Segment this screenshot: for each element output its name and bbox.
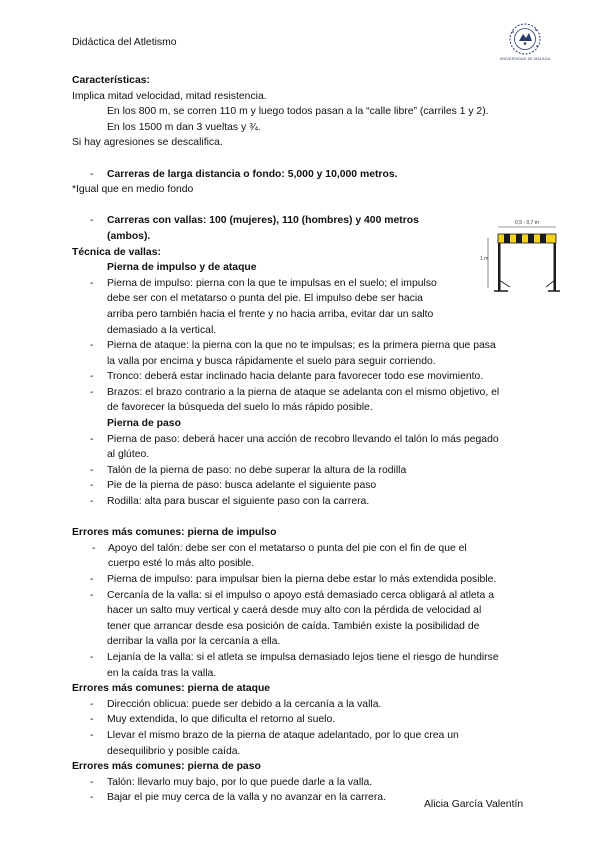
paso-subheading: Pierna de paso [107,418,181,430]
list-item [72,572,532,588]
bullet-dash: - [90,480,94,492]
list-item [72,369,532,385]
bullet-dash: - [90,589,94,601]
bullet-dash: - [90,277,94,289]
errores-impulso-heading: Errores más comunes: pierna de impulso [72,527,277,539]
larga-distancia-item [72,167,532,183]
tecnica-vallas-heading: Técnica de vallas: [72,246,161,258]
text-line: En los 1500 m dan 3 vueltas y ¾. [107,121,261,133]
bullet-dash: - [90,168,94,180]
vallas-heading-line: Carreras con vallas: 100 (mujeres), 110 (hombres) y 400 metros [107,215,419,227]
university-seal-icon [508,22,542,56]
text-line: *Igual que en medio fondo [72,184,194,196]
errores-ataque-heading: Errores más comunes: pierna de ataque [72,683,271,695]
list-item-line: Muy extendida, lo que dificulta el retorno al suelo. [107,714,336,726]
bullet-dash: - [90,496,94,508]
bullet-dash: - [90,651,94,663]
list-item-line: Cercanía de la valla: si el impulso o apoyo está demasiado cerca obligará al atleta a [107,589,494,601]
list-item-line: tener que arrancar desde esa posición de caída. También existe la posibilidad de [107,620,480,632]
bullet-dash: - [92,542,96,554]
list-item-line: cuerpo esté lo más alto posible. [108,558,255,570]
bullet-dash: - [90,340,94,352]
list-item [72,478,532,494]
list-item-line: la valla por encima y busca rápidamente el suelo para seguir corriendo. [107,355,436,367]
list-item [72,385,532,416]
errores-paso-heading: Errores más comunes: pierna de paso [72,761,261,773]
list-item-line: Apoyo del talón: debe ser con el metatarso o punta del pie con el fin de que el [108,542,467,554]
caracteristicas-heading: Características: [72,75,150,86]
list-item [72,541,532,572]
logo-text: UNIVERSIDAD DE MÁLAGA [499,57,551,61]
list-item-line: Pie de la pierna de paso: busca adelante el siguiente paso [107,480,377,492]
paso-list [72,432,532,510]
bullet-dash: - [90,464,94,476]
page-header-title: Didáctica del Atletismo [72,37,177,48]
text-line: En los 800 m, se corren 110 m y luego todos pasan a la “calle libre” (carriles 1 y 2). [107,106,489,118]
list-item [72,650,532,681]
list-item-line: Pierna de impulso: pierna con la que te impulsas en el suelo; el impulso [107,277,437,289]
list-item-line: Talón: llevarlo muy bajo, por lo que puede darle a la valla. [107,776,373,788]
list-item-line: Pierna de impulso: para impulsar bien la pierna debe estar lo más extendida posible. [107,574,497,585]
list-item [72,338,532,369]
footer-author: Alicia García Valentín [424,799,524,810]
text-line: Si hay agresiones se descalifica. [72,137,223,149]
bullet-dash: - [90,714,94,726]
bullet-dash: - [90,698,94,710]
list-item-line: Brazos: el brazo contrario a la pierna de ataque se adelanta con el mismo objetivo, el [107,386,500,398]
vallas-item [72,213,532,244]
bullet-dash: - [90,776,94,788]
list-item-line: en la caída tras la valla. [107,667,217,679]
errores-ataque-list [72,697,532,759]
university-logo [497,22,553,72]
bullet-dash: - [90,371,94,383]
list-item [72,463,532,479]
list-item-line: Tronco: deberá estar inclinado hacia delante para favorecer todo ese movimiento. [107,371,484,383]
list-item-line: debe ser con el metatarso o punta del pie. El impulso debe ser hacia [107,293,423,305]
list-item [72,728,532,759]
bullet-dash: - [90,433,94,445]
list-item [72,588,532,650]
text-line: Implica mitad velocidad, mitad resistencia. [72,90,267,102]
list-item [72,432,532,463]
list-item-line: arriba pero también hacia el frente y no hacia arriba, evitar dar un salto [107,308,434,320]
list-item-line: Llevar el mismo brazo de la pierna de ataque adelantado, por lo que crea un [107,729,459,741]
list-item [72,775,532,791]
bullet-dash: - [90,386,94,398]
list-item-line: Lejanía de la valla: si el atleta se impulsa demasiado lejos tiene el riesgo de hundirse [107,651,499,663]
list-item-line: Dirección oblicua: puede ser debido a la cercanía a la valla. [107,698,382,710]
bullet-dash: - [90,792,94,804]
list-item-line: derribar la valla por la cercanía a ella. [107,636,281,648]
hurdle-top-label: 0,5 - 0,7 m [515,220,539,226]
bullet-dash: - [90,729,94,741]
list-item-line: Rodilla: alta para buscar el siguiente paso con la carrera. [107,496,370,508]
list-item-line: Talón de la pierna de paso: no debe superar la altura de la rodilla [107,464,407,476]
vallas-heading-line: (ambos). [107,230,151,242]
list-item-line: de favorecer la búsqueda del suelo lo más rápido posible. [107,402,373,414]
list-item [72,276,532,338]
impulso-ataque-subheading: Pierna de impulso y de ataque [107,262,257,274]
bullet-dash: - [90,215,94,227]
errores-impulso-list [72,541,532,681]
hurdle-side-label: 1 m [480,256,489,262]
list-item-line: al glúteo. [107,449,150,461]
list-item-line: demasiado a la vertical. [107,324,217,336]
list-item [72,712,532,728]
list-item [72,697,532,713]
list-item-line: Pierna de paso: deberá hacer una acción de recobro llevando el talón lo más pegado [107,433,499,445]
list-item-line: desequilibrio y posible caída. [107,745,241,757]
list-item-line: Pierna de ataque: la pierna con la que no te impulsas; es la primera pierna que pasa [107,340,496,352]
larga-distancia-heading: Carreras de larga distancia o fondo: 5,000 y 10,000 metros. [107,168,398,180]
list-item [72,494,532,510]
document-body [72,73,532,806]
bullet-dash: - [90,574,94,585]
list-item-line: Bajar el pie muy cerca de la valla y no avanzar en la carrera. [107,792,386,804]
list-item-line: hacer un salto muy vertical y caerá desde muy alto con la pérdida de velocidad al [107,605,482,617]
impulso-ataque-list [72,276,532,416]
